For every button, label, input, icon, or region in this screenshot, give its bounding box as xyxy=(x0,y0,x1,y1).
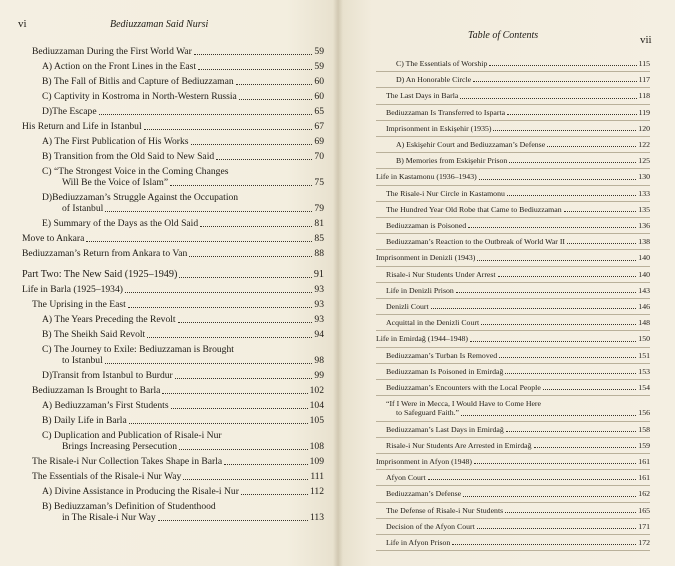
toc-entry xyxy=(376,487,650,500)
toc-entry-title-continuation: of Istanbul xyxy=(62,203,104,214)
toc-entry-title: B) Daily Life in Barla xyxy=(42,415,127,426)
toc-entry-page-number: 108 xyxy=(309,441,324,452)
dot-leader xyxy=(191,144,313,145)
toc-entry-page-number: 151 xyxy=(638,350,650,360)
toc-entry-page-number: 133 xyxy=(638,188,650,198)
toc-entry-title: Bediuzzaman During the First World War xyxy=(32,46,192,57)
toc-entry xyxy=(376,316,650,329)
toc-entry-page-number: 65 xyxy=(314,106,324,117)
row-rule xyxy=(376,152,650,153)
toc-entry-page-number: 70 xyxy=(314,151,324,162)
toc-entry-title: A) Eskişehir Court and Bediuzzaman’s Defense xyxy=(396,140,546,150)
dot-leader xyxy=(241,494,308,495)
row-rule xyxy=(376,71,650,72)
toc-entry xyxy=(376,397,650,419)
toc-entry-title: The Defense of Risale-i Nur Students xyxy=(386,505,504,515)
toc-entry-page-number: 117 xyxy=(638,75,650,85)
dot-leader xyxy=(473,81,636,82)
toc-entry-title: The Risale-i Nur Circle in Kastamonu xyxy=(386,188,505,198)
toc-entry xyxy=(22,428,324,454)
toc-entry xyxy=(22,164,324,190)
row-rule xyxy=(376,453,650,454)
dot-leader xyxy=(99,114,313,115)
toc-entry-title: Life in Afyon Prison xyxy=(386,538,451,548)
row-rule xyxy=(376,249,650,250)
row-rule xyxy=(376,104,650,105)
toc-entry-page-number: 148 xyxy=(638,318,650,328)
toc-entry-title: C) Duplication and Publication of Risale-i Nur xyxy=(42,430,222,441)
toc-entry xyxy=(22,59,324,74)
toc-entry-page-number: 153 xyxy=(638,366,650,376)
toc-entry-title: Bediuzzaman’s Defense xyxy=(386,489,462,499)
toc-entry-page-number: 104 xyxy=(309,400,324,411)
toc-entry-page-number: 135 xyxy=(638,204,650,214)
dot-leader xyxy=(194,54,313,55)
toc-entry-title: D) An Honorable Circle xyxy=(396,75,472,85)
toc-entry xyxy=(376,235,650,248)
toc-entry-title: The Last Days in Barla xyxy=(386,91,459,101)
left-running-title: Bediuzzaman Said Nursi xyxy=(110,19,209,30)
toc-entry-title: A) The Years Preceding the Revolt xyxy=(42,314,176,325)
dot-leader xyxy=(162,393,307,394)
toc-entry-page-number: 111 xyxy=(310,471,324,482)
row-rule xyxy=(376,550,650,551)
dot-leader xyxy=(128,307,313,308)
toc-entry-title: Bediuzzaman Is Poisoned in Emirdağ xyxy=(386,366,504,376)
toc-entry xyxy=(22,89,324,104)
toc-entry xyxy=(22,383,324,398)
toc-entry-page-number: 88 xyxy=(314,248,324,259)
row-rule xyxy=(376,395,650,396)
toc-entry xyxy=(22,216,324,231)
toc-entry-page-number: 136 xyxy=(638,221,650,231)
toc-entry-page-number: 156 xyxy=(638,408,650,418)
toc-entry xyxy=(22,342,324,368)
toc-entry xyxy=(22,297,324,312)
row-rule xyxy=(376,485,650,486)
toc-entry-page-number: 60 xyxy=(314,91,324,102)
toc-entry xyxy=(22,231,324,246)
dot-leader xyxy=(564,211,637,212)
toc-entry-page-number: 60 xyxy=(314,76,324,87)
dot-leader xyxy=(509,162,636,163)
toc-entry xyxy=(376,251,650,264)
dot-leader xyxy=(431,308,637,309)
dot-leader xyxy=(179,449,308,450)
dot-leader xyxy=(175,378,313,379)
toc-entry xyxy=(376,332,650,345)
dot-leader xyxy=(239,99,313,100)
toc-entry-page-number: 93 xyxy=(314,299,324,310)
dot-leader xyxy=(505,512,636,513)
toc-entry xyxy=(376,170,650,183)
toc-entry-page-number: 59 xyxy=(314,61,324,72)
toc-entry-title-continuation: to Istanbul xyxy=(62,355,103,366)
dot-leader xyxy=(147,337,312,338)
toc-entry-page-number: 112 xyxy=(309,486,324,497)
toc-entry xyxy=(376,106,650,119)
dot-leader xyxy=(479,179,637,180)
row-rule xyxy=(376,266,650,267)
toc-entry xyxy=(22,327,324,342)
toc-entry-title: C) Captivity in Kostroma in North-Western Russia xyxy=(42,91,237,102)
toc-entry xyxy=(376,349,650,362)
toc-entry-title: The Uprising in the East xyxy=(32,299,126,310)
toc-entry-title: The Risale-i Nur Collection Takes Shape in Barla xyxy=(32,456,223,467)
toc-entry xyxy=(22,149,324,164)
toc-entry-page-number: 140 xyxy=(638,253,650,263)
toc-entry-title: E) Summary of the Days as the Old Said xyxy=(42,218,199,229)
toc-entry-title: D)Bediuzzaman’s Struggle Against the Occupation xyxy=(42,192,239,203)
toc-entry-title: B) The Sheikh Said Revolt xyxy=(42,329,146,340)
toc-entry-page-number: 75 xyxy=(314,177,324,188)
row-rule xyxy=(376,136,650,137)
dot-leader xyxy=(493,130,636,131)
dot-leader xyxy=(499,357,636,358)
toc-entry xyxy=(376,73,650,86)
dot-leader xyxy=(144,129,313,130)
toc-entry-page-number: 159 xyxy=(638,440,650,450)
toc-entry-page-number: 161 xyxy=(638,457,650,467)
dot-leader xyxy=(125,292,312,293)
toc-entry-title: The Hundred Year Old Robe that Came to Bediuzzaman xyxy=(386,204,562,214)
toc-entry-title: B) Memories from Eskişehir Prison xyxy=(396,156,508,166)
toc-entry xyxy=(376,381,650,394)
toc-entry-title: Bediuzzaman’s Last Days in Emirdağ xyxy=(386,424,504,434)
toc-entry xyxy=(376,520,650,533)
dot-leader xyxy=(477,528,637,529)
toc-entry-title: Afyon Court xyxy=(386,473,426,483)
toc-entry-page-number: 79 xyxy=(314,203,324,214)
toc-entry xyxy=(376,187,650,200)
toc-entry-title: Bediuzzaman is Poisoned xyxy=(386,221,467,231)
toc-entry-page-number: 102 xyxy=(309,385,324,396)
row-rule xyxy=(376,437,650,438)
toc-entry-title: The Essentials of the Risale-i Nur Way xyxy=(32,471,182,482)
toc-entry-title: A) Bediuzzaman’s First Students xyxy=(42,400,169,411)
row-rule xyxy=(376,120,650,121)
toc-entry-page-number: 158 xyxy=(638,424,650,434)
toc-entry-title: Bediuzzaman’s Reaction to the Outbreak of World War II xyxy=(386,237,566,247)
toc-entry xyxy=(376,138,650,151)
toc-entry-page-number: 154 xyxy=(638,383,650,393)
dot-leader xyxy=(498,276,637,277)
dot-leader xyxy=(481,324,636,325)
toc-entry-page-number: 146 xyxy=(638,302,650,312)
toc-entry-title: Bediuzzaman Is Brought to Barla xyxy=(32,385,161,396)
toc-entry xyxy=(376,219,650,232)
toc-entry-title: A) Divine Assistance in Producing the Risale-i Nur xyxy=(42,486,239,497)
dot-leader xyxy=(200,226,312,227)
toc-entry-title: Bediuzzaman’s Return from Ankara to Van xyxy=(22,248,188,259)
toc-entry-title: D)Transit from Istanbul to Burdur xyxy=(42,370,173,381)
toc-entry-page-number: 105 xyxy=(309,415,324,426)
toc-entry xyxy=(376,504,650,517)
dot-leader xyxy=(507,114,637,115)
toc-entry-page-number: 98 xyxy=(314,355,324,366)
toc-entry-page-number: 172 xyxy=(638,538,650,548)
row-rule xyxy=(376,534,650,535)
toc-entry-title-continuation: in The Risale-i Nur Way xyxy=(62,512,156,523)
right-running-title: Table of Contents xyxy=(468,30,539,41)
toc-entry-title: His Return and Life in Istanbul xyxy=(22,121,142,132)
toc-entry-page-number: 113 xyxy=(309,512,324,523)
toc-entry-page-number: 67 xyxy=(314,121,324,132)
dot-leader xyxy=(468,227,636,228)
dot-leader xyxy=(170,185,312,186)
toc-entry-title: Bediuzzaman’s Turban Is Removed xyxy=(386,350,498,360)
row-rule xyxy=(376,298,650,299)
dot-leader xyxy=(452,544,636,545)
dot-leader xyxy=(105,211,312,212)
toc-entry-page-number: 161 xyxy=(638,473,650,483)
toc-entry-title: C) The Essentials of Worship xyxy=(396,59,488,68)
dot-leader xyxy=(178,322,313,323)
dot-leader xyxy=(428,479,637,480)
toc-entry-page-number: 162 xyxy=(638,489,650,499)
row-rule xyxy=(376,330,650,331)
toc-entry xyxy=(376,536,650,549)
dot-leader xyxy=(489,65,636,66)
toc-entry-page-number: 69 xyxy=(314,136,324,147)
toc-entry xyxy=(22,44,324,59)
dot-leader xyxy=(236,84,313,85)
row-rule xyxy=(376,502,650,503)
dot-leader xyxy=(506,431,637,432)
toc-entry-page-number: 130 xyxy=(638,172,650,182)
toc-entry-title: A) Action on the Front Lines in the East xyxy=(42,61,197,72)
row-rule xyxy=(376,217,650,218)
toc-entry xyxy=(376,57,650,70)
row-rule xyxy=(376,379,650,380)
left-page-number: vi xyxy=(18,18,27,30)
row-rule xyxy=(376,363,650,364)
row-rule xyxy=(376,201,650,202)
left-toc-list xyxy=(22,44,324,525)
toc-entry-title: Part Two: The New Said (1925–1949) xyxy=(22,269,178,280)
toc-entry-page-number: 125 xyxy=(638,156,650,166)
dot-leader xyxy=(129,423,308,424)
toc-entry-title: B) Transition from the Old Said to New Said xyxy=(42,151,215,162)
row-rule xyxy=(376,282,650,283)
toc-entry xyxy=(376,471,650,484)
toc-entry xyxy=(376,89,650,102)
right-toc-list xyxy=(376,57,650,552)
toc-entry-title: B) Bediuzzaman’s Definition of Studenthood xyxy=(42,501,216,512)
dot-leader xyxy=(183,479,308,480)
toc-entry xyxy=(22,104,324,119)
toc-entry-page-number: 93 xyxy=(314,314,324,325)
toc-entry-page-number: 150 xyxy=(638,334,650,344)
toc-entry-page-number: 91 xyxy=(313,269,324,280)
toc-entry-title: A) The First Publication of His Works xyxy=(42,136,189,147)
toc-entry-title: Imprisonment in Eskişehir (1935) xyxy=(386,123,492,133)
toc-entry-title: “If I Were in Mecca, I Would Have to Come Here xyxy=(386,399,541,409)
toc-entry-title: Life in Emirdağ (1944–1948) xyxy=(376,334,469,344)
toc-entry-title-continuation: Brings Increasing Persecution xyxy=(62,441,178,452)
toc-entry xyxy=(376,203,650,216)
row-rule xyxy=(376,421,650,422)
dot-leader xyxy=(505,373,636,374)
toc-entry-page-number: 119 xyxy=(638,107,650,117)
dot-leader xyxy=(86,241,312,242)
toc-entry xyxy=(22,282,324,297)
toc-entry xyxy=(22,469,324,484)
toc-entry-title: Life in Kastamonu (1936–1943) xyxy=(376,172,477,182)
toc-entry xyxy=(22,368,324,383)
toc-entry xyxy=(376,365,650,378)
toc-entry-page-number: 85 xyxy=(314,233,324,244)
toc-entry-page-number: 165 xyxy=(638,505,650,515)
toc-entry-page-number: 143 xyxy=(638,285,650,295)
row-rule xyxy=(376,518,650,519)
toc-entry xyxy=(22,413,324,428)
dot-leader xyxy=(460,98,636,99)
dot-leader xyxy=(105,363,313,364)
dot-leader xyxy=(477,260,636,261)
toc-entry-page-number: 171 xyxy=(638,521,650,531)
toc-entry-title: D)The Escape xyxy=(42,106,97,117)
row-rule xyxy=(376,233,650,234)
toc-entry xyxy=(376,154,650,167)
dot-leader xyxy=(463,496,636,497)
toc-entry-title: B) The Fall of Bitlis and Capture of Bediuzzaman xyxy=(42,76,234,87)
toc-entry-page-number: 118 xyxy=(638,91,650,101)
toc-entry-title: Imprisonment in Afyon (1948) xyxy=(376,457,472,467)
toc-entry-page-number: 120 xyxy=(638,123,650,133)
row-rule xyxy=(376,314,650,315)
toc-entry xyxy=(22,484,324,499)
right-page-number: vii xyxy=(640,34,652,46)
dot-leader xyxy=(171,408,308,409)
dot-leader xyxy=(470,341,636,342)
toc-entry xyxy=(22,312,324,327)
dot-leader xyxy=(474,463,636,464)
toc-entry xyxy=(22,134,324,149)
toc-entry-title: Move to Ankara xyxy=(22,233,85,244)
toc-entry-page-number: 93 xyxy=(314,284,324,295)
dot-leader xyxy=(189,256,312,257)
row-rule xyxy=(376,185,650,186)
row-rule xyxy=(376,87,650,88)
toc-entry-title: Risale-i Nur Students Are Arrested in Emirdağ xyxy=(386,440,532,450)
row-rule xyxy=(376,347,650,348)
toc-entry-title-continuation: Will Be the Voice of Islam” xyxy=(62,177,169,188)
row-rule xyxy=(376,168,650,169)
dot-leader xyxy=(179,277,311,278)
dot-leader xyxy=(507,195,636,196)
toc-entry-title: C) “The Strongest Voice in the Coming Changes xyxy=(42,166,229,177)
toc-entry xyxy=(22,246,324,261)
toc-entry-page-number: 122 xyxy=(638,140,650,150)
toc-entry-title: Imprisonment in Denizli (1943) xyxy=(376,253,476,263)
dot-leader xyxy=(534,447,637,448)
dot-leader xyxy=(224,464,307,465)
toc-entry xyxy=(376,300,650,313)
toc-entry-title: Acquittal in the Denizli Court xyxy=(386,318,480,328)
toc-entry-page-number: 81 xyxy=(314,218,324,229)
toc-entry xyxy=(376,284,650,297)
toc-entry-page-number: 140 xyxy=(638,269,650,279)
toc-entry xyxy=(22,499,324,525)
toc-entry-page-number: 99 xyxy=(314,370,324,381)
toc-entry xyxy=(22,119,324,134)
dot-leader xyxy=(461,415,636,416)
dot-leader xyxy=(198,69,312,70)
toc-entry xyxy=(22,190,324,216)
toc-entry-title: Decision of the Afyon Court xyxy=(386,521,475,531)
toc-entry-title: C) The Journey to Exile: Bediuzzaman is Brought xyxy=(42,344,234,355)
toc-entry-title: Bediuzzaman Is Transferred to Isparta xyxy=(386,107,506,117)
toc-entry-page-number: 94 xyxy=(314,329,324,340)
dot-leader xyxy=(547,146,636,147)
toc-entry xyxy=(22,267,324,282)
toc-entry-title: Risale-i Nur Students Under Arrest xyxy=(386,269,496,279)
toc-entry-page-number: 115 xyxy=(638,59,650,68)
dot-leader xyxy=(456,292,637,293)
right-page xyxy=(338,0,675,566)
dot-leader xyxy=(216,159,312,160)
toc-entry xyxy=(376,455,650,468)
dot-leader xyxy=(158,520,308,521)
toc-entry xyxy=(376,423,650,436)
toc-entry-title: Denizli Court xyxy=(386,302,429,312)
toc-entry xyxy=(22,398,324,413)
dot-leader xyxy=(567,243,636,244)
toc-entry-title-continuation: to Safeguard Faith.” xyxy=(396,408,460,418)
toc-entry-page-number: 109 xyxy=(309,456,324,467)
toc-entry xyxy=(22,454,324,469)
book-gutter xyxy=(333,0,343,566)
toc-entry xyxy=(376,268,650,281)
toc-entry-title: Life in Denizli Prison xyxy=(386,285,454,295)
toc-entry xyxy=(376,439,650,452)
toc-entry-title: Life in Barla (1925–1934) xyxy=(22,284,123,295)
toc-entry-title: Bediuzzaman’s Encounters with the Local People xyxy=(386,383,541,393)
row-rule xyxy=(376,469,650,470)
dot-leader xyxy=(543,389,636,390)
toc-entry-page-number: 138 xyxy=(638,237,650,247)
toc-entry-page-number: 59 xyxy=(314,46,324,57)
toc-entry xyxy=(22,74,324,89)
toc-entry xyxy=(376,122,650,135)
